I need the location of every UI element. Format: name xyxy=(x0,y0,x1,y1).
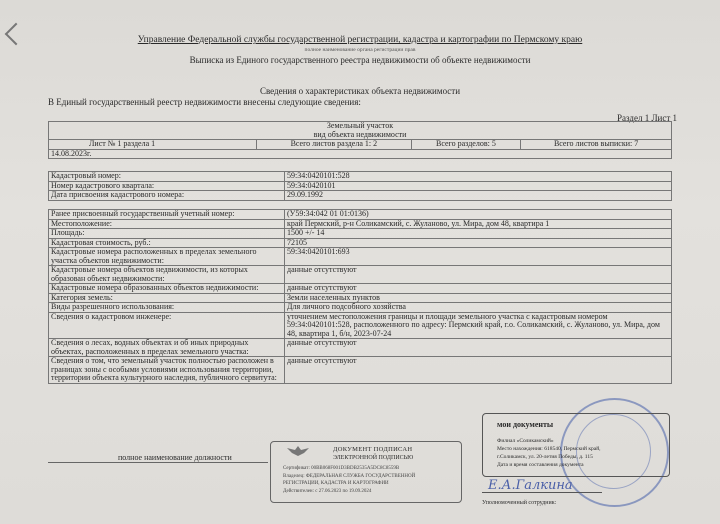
mfc-brand: мои документы xyxy=(497,420,554,429)
mfc-certification-box xyxy=(482,413,670,477)
row-value: (У59:34:042 01 01:0136) xyxy=(285,210,672,220)
row-label: Кадастровые номера объектов недвижимости, из которых образован объект недвижимости: xyxy=(49,266,285,284)
extract-date: 14.08.2023г. xyxy=(49,149,672,159)
row-label: Номер кадастрового квартала: xyxy=(49,181,285,191)
row-value: 59:34:0420101 xyxy=(285,181,672,191)
signature-validity: Действителен: с 27.06.2023 по 19.09.2024 xyxy=(283,489,372,494)
identifiers-table xyxy=(48,171,672,201)
row-label: Дата присвоения кадастрового номера: xyxy=(49,191,285,201)
position-caption: полное наименование должности xyxy=(118,453,232,462)
signature-owner-2: РЕГИСТРАЦИИ, КАДАСТРА И КАРТОГРАФИИ xyxy=(283,481,389,486)
row-label: Ранее присвоенный государственный учетный номер: xyxy=(49,210,285,220)
row-value: 29.09.1992 xyxy=(285,191,672,201)
total-sections: Всего разделов: 5 xyxy=(411,140,520,150)
section-title: Сведения о характеристиках объекта недвижимости xyxy=(259,86,461,96)
row-value: Для личного подсобного хозяйства xyxy=(285,303,672,313)
row-label: Площадь: xyxy=(49,229,285,239)
table-row xyxy=(49,284,672,294)
property-table xyxy=(48,121,672,159)
row-value: данные отсутствуют xyxy=(285,266,672,284)
mfc-line-1: Филиал «Соликамский» xyxy=(497,438,554,444)
row-value: данные отсутствуют xyxy=(285,339,672,357)
object-type: Земельный участок xyxy=(326,121,394,130)
table-row xyxy=(49,303,672,313)
row-label: Категория земель: xyxy=(49,293,285,303)
signature-line xyxy=(482,492,602,493)
table-row xyxy=(49,312,672,339)
row-value: 59:34:0420101:693 xyxy=(285,248,672,266)
table-row xyxy=(49,191,672,201)
table-row xyxy=(49,172,672,182)
electronic-signature-box xyxy=(270,441,462,503)
object-type-caption: вид объекта недвижимости xyxy=(313,129,407,139)
table-row xyxy=(49,357,672,384)
row-label: Местоположение: xyxy=(49,219,285,229)
row-value: данные отсутствуют xyxy=(285,284,672,294)
mfc-line-3: г.Соликамск, ул. 20-летия Победы, д. 115 xyxy=(497,454,593,460)
signature-title: ДОКУМЕНТ ПОДПИСАН xyxy=(333,446,413,453)
signature-owner-1: Владелец: ФЕДЕРАЛЬНАЯ СЛУЖБА ГОСУДАРСТВЕННОЙ xyxy=(283,474,416,479)
authority-caption: полное наименование органа регистрации прав xyxy=(304,47,416,53)
mfc-authorized-employee: Уполномоченный сотрудник: xyxy=(482,500,557,506)
row-value: 59:34:0420101:528 xyxy=(285,172,672,182)
row-value: 1500 +/- 14 xyxy=(285,229,672,239)
row-label: Виды разрешенного использования: xyxy=(49,303,285,313)
table-row xyxy=(49,219,672,229)
row-value: данные отсутствуют xyxy=(285,357,672,384)
extract-title: Выписка из Единого государственного реестра недвижимости об объекте недвижимости xyxy=(189,55,531,65)
row-label: Кадастровый номер: xyxy=(49,172,285,182)
row-label: Сведения о кадастровом инженере: xyxy=(49,312,285,339)
authority-name: Управление Федеральной службы государственной регистрации, кадастра и картографии по Пермскому краю xyxy=(137,35,583,45)
mfc-line-2: Место нахождения: 618540, Пермский край, xyxy=(497,446,601,452)
characteristics-table xyxy=(48,209,672,384)
row-label: Сведения о лесах, водных объектах и об иных природных объектах, расположенных в пределах земельного участка: xyxy=(49,339,285,357)
table-row xyxy=(49,266,672,284)
signature-certificate: Сертификат: 00BB068F001D3BDB2535A5DC8C8559B xyxy=(283,466,400,471)
handwritten-signature: Е.А.Галкина xyxy=(488,478,573,493)
row-value: край Пермский, р-н Соликамский, с. Жуланово, ул. Мира, дом 48, квартира 1 xyxy=(285,219,672,229)
sheet-number: Лист № 1 раздела 1 xyxy=(49,140,257,150)
total-sheets-extract: Всего листов выписки: 7 xyxy=(521,140,672,150)
table-row xyxy=(49,210,672,220)
row-label: Кадастровая стоимость, руб.: xyxy=(49,238,285,248)
row-label: Сведения о том, что земельный участок полностью расположен в границах зоны с особыми условиями использования территории, территории объекта культурного наследия, публичного сервитута: xyxy=(49,357,285,384)
signature-subtitle: ЭЛЕКТРОННОЙ ПОДПИСЬЮ xyxy=(333,455,414,461)
row-value: уточнением местоположения границы и площади земельного участка с кадастровым номером 59:34:0420101:528, расположенного по адресу: Пермский край, г.о. Соликамский, с. Жуланово, ул. Мира, дом 48, квартира 1, б/н, 2023-07-24 xyxy=(285,312,672,339)
row-label: Кадастровые номера расположенных в пределах земельного участка объектов недвижимости: xyxy=(49,248,285,266)
total-sheets-section: Всего листов раздела 1: 2 xyxy=(257,140,412,150)
position-line xyxy=(48,462,268,463)
eagle-emblem-icon xyxy=(283,445,313,457)
table-row xyxy=(49,339,672,357)
row-value: Земли населенных пунктов xyxy=(285,293,672,303)
object-type-cell xyxy=(49,122,672,140)
row-label: Кадастровые номера образованных объектов недвижимости: xyxy=(49,284,285,294)
intro-text: В Единый государственный реестр недвижимости внесены следующие сведения: xyxy=(48,97,361,107)
table-row xyxy=(49,248,672,266)
table-row xyxy=(49,229,672,239)
section-label: Раздел 1 Лист 1 xyxy=(617,113,678,123)
mfc-line-4: Дата и время составления документа xyxy=(497,462,584,468)
row-value: 72105 xyxy=(285,238,672,248)
